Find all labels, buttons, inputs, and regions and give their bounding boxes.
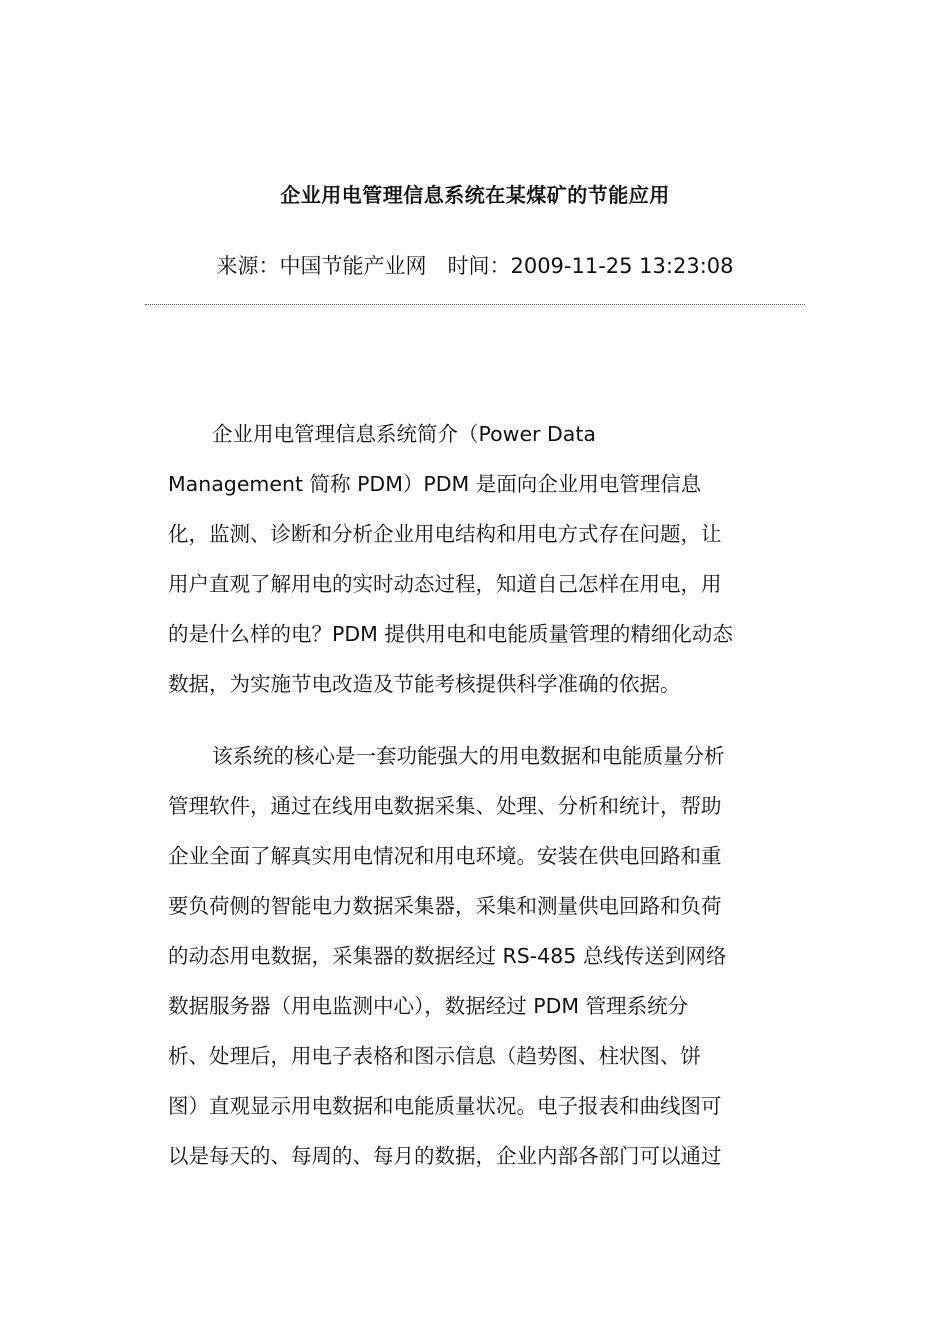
paragraph-line: Management 简称 PDM）PDM 是面向企业用电管理信息 <box>168 472 702 496</box>
paragraph-line: 析、处理后，用电子表格和图示信息（趋势图、柱状图、饼 <box>168 1044 701 1068</box>
paragraph-line: 数据，为实施节电改造及节能考核提供科学准确的依据。 <box>168 672 681 696</box>
paragraph-line: 图）直观显示用电数据和电能质量状况。电子报表和曲线图可 <box>168 1094 722 1118</box>
paragraph-line: 的是什么样的电？PDM 提供用电和电能质量管理的精细化动态 <box>168 622 733 646</box>
paragraph-line: 化，监测、诊断和分析企业用电结构和用电方式存在问题，让 <box>168 522 722 546</box>
paragraph-line: 要负荷侧的智能电力数据采集器，采集和测量供电回路和负荷 <box>168 894 722 918</box>
paragraph-system-core <box>168 731 788 1181</box>
article-meta: 来源：中国节能产业网 时间：2009-11-25 13:23:08 <box>216 254 734 278</box>
paragraph-line: 用户直观了解用电的实时动态过程，知道自己怎样在用电，用 <box>168 572 722 596</box>
paragraph-line: 以是每天的、每周的、每月的数据，企业内部各部门可以通过 <box>168 1144 722 1168</box>
divider <box>145 304 805 305</box>
paragraph-line: 的动态用电数据，采集器的数据经过 RS-485 总线传送到网络 <box>168 944 727 968</box>
paragraph-line: 管理软件，通过在线用电数据采集、处理、分析和统计，帮助 <box>168 794 722 818</box>
paragraph-line: 该系统的核心是一套功能强大的用电数据和电能质量分析 <box>212 744 725 768</box>
paragraph-line: 数据服务器（用电监测中心），数据经过 PDM 管理系统分 <box>168 994 689 1018</box>
article-title: 企业用电管理信息系统在某煤矿的节能应用 <box>280 183 670 207</box>
paragraph-intro <box>168 409 788 709</box>
paragraph-line: 企业用电管理信息系统简介（Power Data <box>212 422 596 446</box>
paragraph-line: 企业全面了解真实用电情况和用电环境。安装在供电回路和重 <box>168 844 722 868</box>
